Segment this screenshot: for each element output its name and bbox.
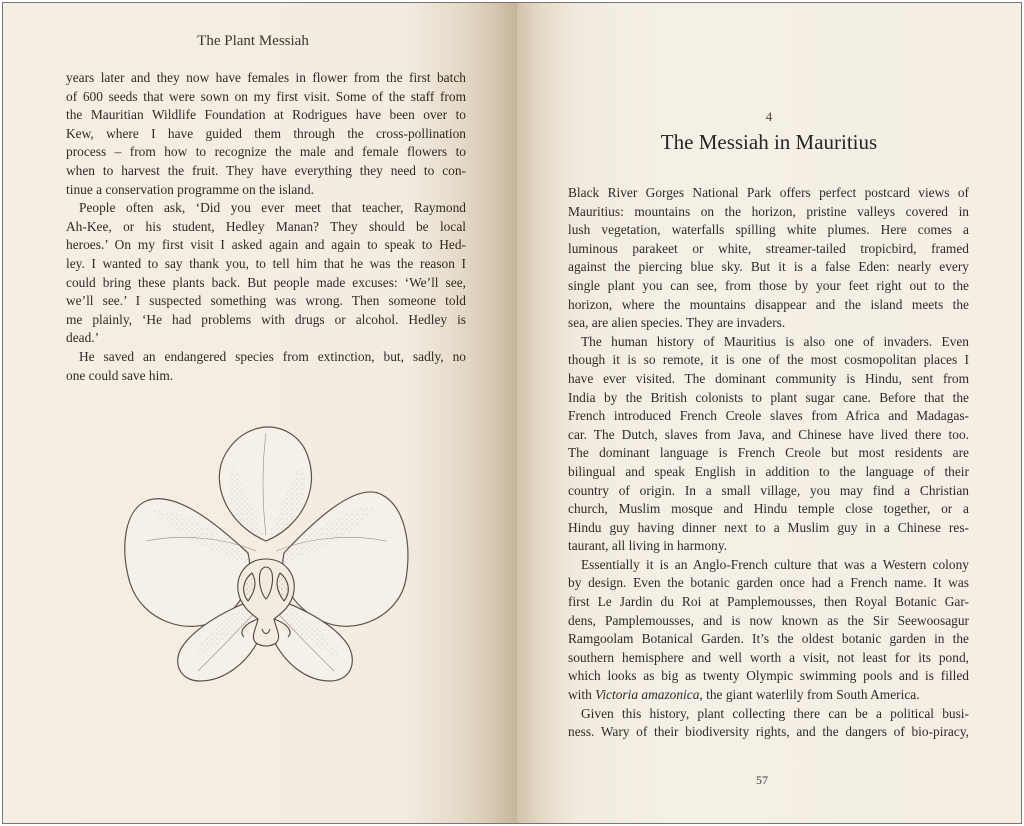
- text-line: with Victoria amazonica, the giant waterlily from South America.: [568, 687, 920, 703]
- text-line: ness. Wary of their biodiversity rights, and the dangers of bio-piracy,: [568, 724, 969, 740]
- running-head: The Plant Messiah: [197, 33, 309, 49]
- book-spread: [2, 2, 1022, 824]
- text-line: ley. I wanted to say thank you, to tell him that he was the reason I: [66, 255, 466, 271]
- text-line: lush vegetation, waterfalls spilling white plumes. Here comes a: [568, 222, 969, 238]
- text-line: India by the British colonists to plant sugar cane. Before that the: [568, 389, 969, 405]
- left-page: [3, 3, 517, 823]
- text-line: Ah-Kee, or his student, Hedley Manan? They should be local: [66, 218, 466, 234]
- text-line: southern hemisphere and well worth a visit, not least for its pond,: [568, 649, 969, 665]
- text-line: Hindu guy having dinner next to a Muslim guy in a Chinese res-: [568, 519, 969, 535]
- text-line: dead.’: [66, 330, 100, 346]
- text-line: dens, Pamplemousses, and is now known as the Sir Seewoosagur: [568, 612, 969, 628]
- text-line: which looks as big as twenty Olympic swimming pools and is filled: [568, 668, 969, 684]
- text-line: by design. Even the botanic garden once had a French name. It was: [568, 575, 969, 591]
- text-line: church, Muslim mosque and Hindu temple close together, or a: [568, 501, 969, 517]
- text-line: the Mauritian Wildlife Foundation at Rodrigues have been over to: [66, 107, 466, 123]
- text-line: process – from how to recognize the male and female flowers to: [66, 144, 466, 160]
- orchid-illustration: [116, 423, 416, 685]
- text-line: luminous parakeet or white, streamer-tailed tropicbird, framed: [568, 240, 969, 256]
- text-line: bilingual and speak English in addition to the language of their: [568, 463, 969, 479]
- text-line: heroes.’ On my first visit I asked again and again to speak to Hed-: [66, 237, 466, 253]
- text-line: we’ll see.’ I suspected something was wrong. Then someone told: [66, 293, 466, 309]
- text-line: me plainly, ‘He had problems with drugs or alcohol. Hedley is: [66, 311, 466, 327]
- text-line: when to harvest the fruit. They have everything they need to con-: [66, 162, 466, 178]
- text-line: could bring these plants back. But people made excuses: ‘We’ll see,: [66, 274, 466, 290]
- text-line: years later and they now have females in flower from the first batch: [66, 70, 466, 85]
- text-line: though it is so remote, it is one of the most cosmopolitan places I: [568, 352, 969, 368]
- text-line: have ever visited. The dominant community is Hindu, sent from: [568, 370, 969, 386]
- page-number: 57: [756, 773, 768, 787]
- text-line: one could save him.: [66, 367, 174, 383]
- text-line: first Le Jardin du Roi at Pamplemousses, then Royal Botanic Gar-: [568, 594, 969, 610]
- right-page: [517, 3, 1021, 823]
- text-line: Kew, where I have guided them through the cross-pollination: [66, 125, 466, 141]
- right-page-body: [568, 184, 969, 742]
- text-line: sea, are alien species. They are invaders.: [568, 315, 786, 331]
- left-page-body: [66, 69, 466, 385]
- chapter-title: The Messiah in Mauritius: [660, 130, 878, 154]
- text-line: tinue a conservation programme on the island.: [66, 181, 315, 197]
- text-line: French introduced French Creole slaves from Africa and Madagas-: [568, 408, 969, 424]
- text-line: taurant, all living in harmony.: [568, 538, 728, 554]
- text-line: against the piercing blue sky. But it is a false Eden: nearly every: [568, 259, 969, 275]
- text-line: He saved an endangered species from extinction, but, sadly, no: [79, 348, 466, 364]
- text-line: of 600 seeds that were sown on my first visit. Some of the staff from: [66, 88, 466, 104]
- text-line: car. The Dutch, slaves from Java, and Chinese have lived there too.: [568, 426, 969, 442]
- text-line: country of origin. In a small village, you may find a Christian: [568, 482, 969, 498]
- text-line: Black River Gorges National Park offers perfect postcard views of: [568, 185, 969, 200]
- text-line: Given this history, plant collecting there can be a political busi-: [581, 705, 969, 721]
- text-line: People often ask, ‘Did you ever meet that teacher, Raymond: [79, 200, 466, 216]
- chapter-number: 4: [765, 109, 773, 124]
- text-line: The human history of Mauritius is also one of invaders. Even: [581, 333, 969, 349]
- text-line: The dominant language is French Creole but most residents are: [568, 445, 969, 461]
- text-line: Essentially it is an Anglo-French culture that was a Western colony: [581, 556, 969, 572]
- text-line: single plant you can see, from those by your feet right out to the: [568, 277, 969, 293]
- text-line: Ramgoolam Botanical Garden. It’s the oldest botanic garden in the: [568, 631, 969, 647]
- text-line: horizon, where the mountains disappear and the island meets the: [568, 296, 969, 312]
- text-line: Mauritius: mountains on the horizon, pristine valleys covered in: [568, 203, 969, 219]
